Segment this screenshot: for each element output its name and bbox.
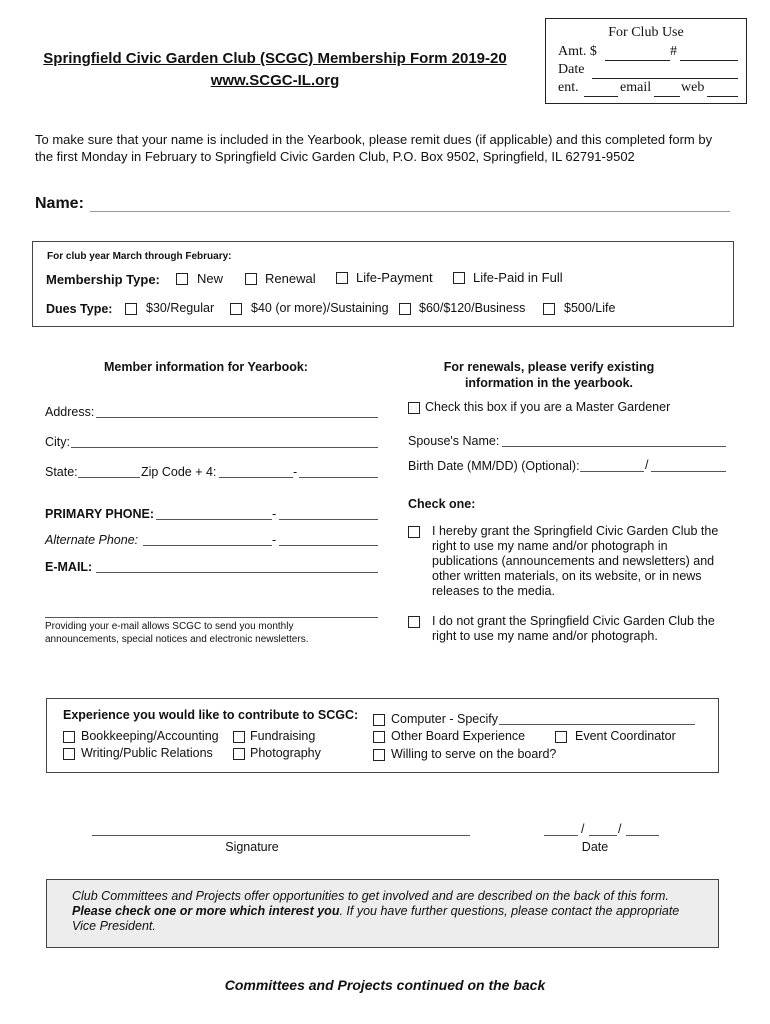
dues-life: $500/Life	[564, 301, 616, 315]
club-use-amt-label: Amt. $	[558, 44, 597, 59]
zip-dash: -	[293, 465, 298, 479]
signature-field[interactable]	[92, 835, 470, 836]
club-use-hash-label: #	[670, 44, 677, 59]
checkbox-not-grant[interactable]	[408, 616, 420, 628]
club-use-date-label: Date	[558, 62, 585, 77]
computer-specify-field[interactable]	[499, 724, 695, 725]
email-field-2[interactable]	[45, 617, 378, 618]
address-field[interactable]	[96, 417, 378, 418]
alt-phone-field-2[interactable]	[279, 545, 378, 546]
city-label: City:	[45, 435, 70, 449]
checkbox-dues-sustaining[interactable]	[230, 303, 242, 315]
sign-date-slash-2: /	[618, 822, 622, 836]
checkbox-new[interactable]	[176, 273, 188, 285]
alt-phone-field[interactable]	[143, 545, 272, 546]
zip-field[interactable]	[219, 477, 293, 478]
checkbox-grant[interactable]	[408, 526, 420, 538]
checkbox-writing[interactable]	[63, 748, 75, 760]
club-use-box	[545, 18, 747, 104]
primary-phone-dash: -	[272, 507, 277, 521]
address-label: Address:	[45, 405, 95, 419]
alt-phone-label: Alternate Phone:	[45, 533, 139, 547]
email-label: E-MAIL:	[45, 560, 93, 574]
dues-type-label: Dues Type:	[46, 302, 113, 316]
exp-fundraising: Fundraising	[250, 729, 316, 743]
not-grant-text: I do not grant the Springfield Civic Garden Club the right to use my name and/or photograph.	[432, 614, 715, 643]
intro-text: To make sure that your name is included in the Yearbook, please remit dues (if applicable) and this completed form by the first Monday in February to Springfield Civic Garden Club, P.O. Box 9502, Springfield, IL 62791-9502	[35, 132, 713, 164]
checkbox-dues-regular[interactable]	[125, 303, 137, 315]
state-field[interactable]	[78, 477, 140, 478]
club-use-ent-label: ent.	[558, 80, 579, 95]
email-note: Providing your e-mail allows SCGC to send you monthly announcements, special notices and electronic newsletters.	[45, 621, 309, 645]
exp-bookkeeping: Bookkeeping/Accounting	[81, 729, 219, 743]
club-use-email-label: email	[620, 80, 652, 95]
type-life-payment: Life-Payment	[356, 270, 433, 285]
birth-month-field[interactable]	[580, 471, 644, 472]
primary-phone-label: PRIMARY PHONE:	[45, 507, 155, 521]
checkbox-master-gardener[interactable]	[408, 402, 420, 414]
club-use-web-label: web	[681, 80, 705, 95]
club-website: www.SCGC-IL.org	[210, 72, 340, 89]
committees-text	[72, 889, 702, 934]
membership-type-label: Membership Type:	[46, 272, 160, 287]
alt-phone-dash: -	[272, 533, 277, 547]
checkbox-dues-life[interactable]	[543, 303, 555, 315]
checkbox-bookkeeping[interactable]	[63, 731, 75, 743]
committees-text-2: . If you have further questions, please contact the appropriate Vice President.	[72, 904, 680, 933]
checkbox-event-coordinator[interactable]	[555, 731, 567, 743]
checkbox-life-payment[interactable]	[336, 272, 348, 284]
type-life-paid: Life-Paid in Full	[473, 270, 563, 285]
checkbox-fundraising[interactable]	[233, 731, 245, 743]
checkbox-computer[interactable]	[373, 714, 385, 726]
sign-date-slash-1: /	[581, 822, 585, 836]
spouse-label: Spouse's Name:	[408, 434, 500, 448]
birth-date-slash: /	[645, 458, 649, 472]
sign-date-month[interactable]	[544, 835, 578, 836]
committees-box	[46, 879, 719, 948]
primary-phone-field-2[interactable]	[279, 519, 378, 520]
form-title: Springfield Civic Garden Club (SCGC) Membership Form 2019-20	[43, 50, 507, 67]
club-year-note: For club year March through February:	[47, 251, 232, 262]
sign-date-label: Date	[581, 840, 609, 854]
zip-label: Zip Code + 4:	[141, 465, 217, 479]
grant-text: I hereby grant the Springfield Civic Garden Club the right to use my name and/or photograph in publications (announcements and newsletters) and other written materials, on its website, or in news releases to the media.	[432, 524, 719, 598]
exp-computer: Computer - Specify	[391, 712, 498, 726]
name-field[interactable]	[90, 211, 730, 212]
exp-photography: Photography	[250, 746, 321, 760]
city-field[interactable]	[71, 447, 378, 448]
committees-text-1: Club Committees and Projects offer opportunities to get involved and are described on the back of this form.	[72, 889, 669, 903]
membership-box	[32, 241, 734, 327]
check-one-label: Check one:	[408, 497, 476, 511]
zip4-field[interactable]	[299, 477, 378, 478]
state-label: State:	[45, 465, 78, 479]
exp-event-coordinator: Event Coordinator	[575, 729, 676, 743]
checkbox-other-board[interactable]	[373, 731, 385, 743]
checkbox-willing[interactable]	[373, 749, 385, 761]
spouse-field[interactable]	[502, 446, 726, 447]
checkbox-renewal[interactable]	[245, 273, 257, 285]
experience-box	[46, 698, 719, 773]
renewals-heading-1: For renewals, please verify existing	[443, 360, 655, 374]
member-info-heading: Member information for Yearbook:	[104, 360, 308, 374]
name-label: Name:	[35, 195, 84, 212]
footer-note: Committees and Projects continued on the back	[224, 977, 546, 993]
committees-text-bold: Please check one or more which interest you	[72, 904, 340, 918]
type-renewal: Renewal	[265, 271, 316, 286]
experience-heading: Experience you would like to contribute to SCGC:	[63, 708, 359, 722]
sign-date-day[interactable]	[589, 835, 617, 836]
signature-label: Signature	[225, 840, 279, 854]
dues-sustaining: $40 (or more)/Sustaining	[251, 301, 389, 315]
dues-regular: $30/Regular	[146, 301, 215, 315]
birth-day-field[interactable]	[651, 471, 726, 472]
checkbox-photography[interactable]	[233, 748, 245, 760]
sign-date-year[interactable]	[626, 835, 659, 836]
checkbox-life-paid[interactable]	[453, 272, 465, 284]
email-field[interactable]	[96, 572, 378, 573]
exp-writing: Writing/Public Relations	[81, 746, 213, 760]
checkbox-dues-business[interactable]	[399, 303, 411, 315]
dues-business: $60/$120/Business	[419, 301, 526, 315]
exp-other-board: Other Board Experience	[391, 729, 526, 743]
primary-phone-field[interactable]	[156, 519, 272, 520]
club-use-title: For Club Use	[608, 25, 684, 40]
type-new: New	[197, 271, 224, 286]
renewals-heading-2: information in the yearbook.	[464, 376, 634, 390]
master-gardener-label: Check this box if you are a Master Gardener	[425, 400, 671, 414]
exp-willing: Willing to serve on the board?	[391, 747, 557, 761]
birth-date-label: Birth Date (MM/DD) (Optional):	[408, 459, 580, 473]
